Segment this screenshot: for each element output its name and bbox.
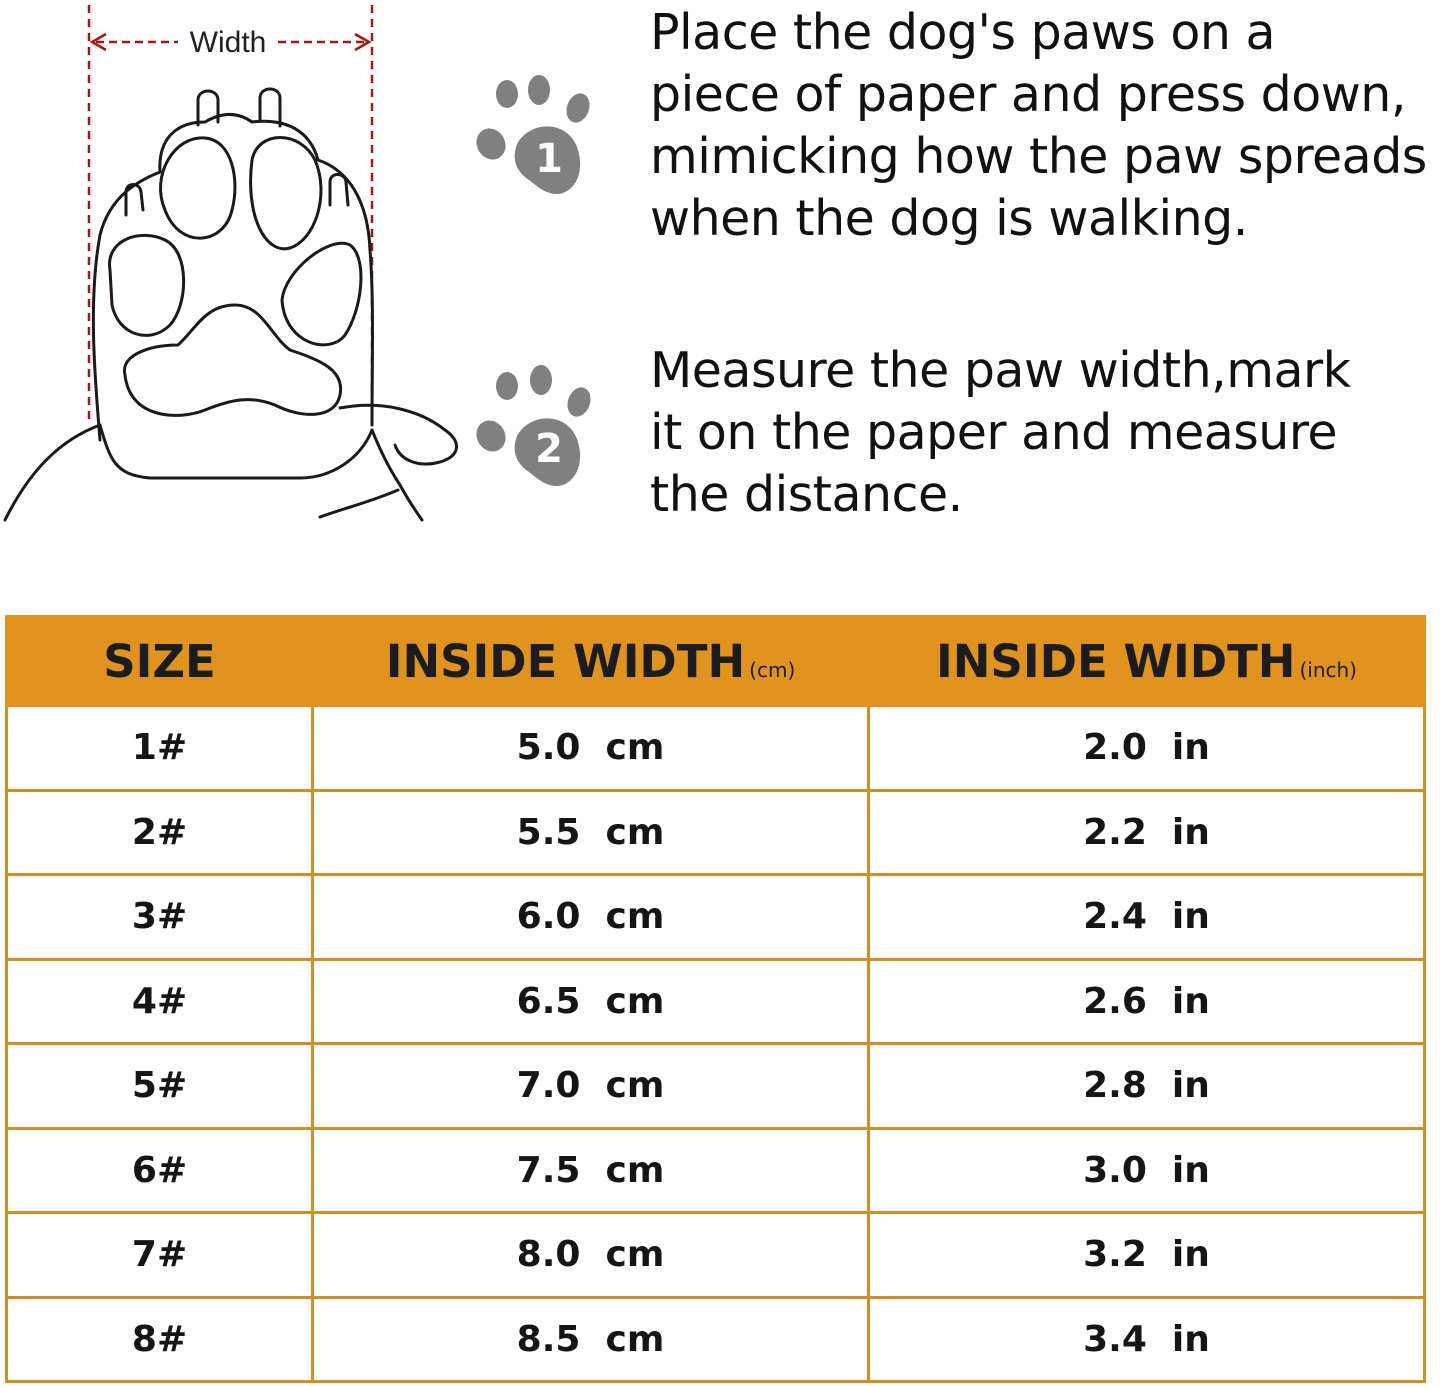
table-header-row [7,617,1425,706]
width-label: Width [189,26,267,59]
step-1-instruction: Place the dog's paws on a piece of paper and press down, mimicking how the paw spreads when the dog is walking. [650,4,1427,247]
size-cell: 8# [7,1297,313,1382]
width-inch-cell: 2.6 in [869,959,1425,1044]
size-cell: 2# [7,790,313,875]
table-row [7,1297,1425,1382]
size-cell: 7# [7,1213,313,1298]
size-cell: 4# [7,959,313,1044]
header-inside-width-cm: INSIDE WIDTH (cm) [313,617,869,706]
header-size: SIZE [7,617,313,706]
table-row [7,959,1425,1044]
step-1-number: 1 [535,136,563,182]
paw-measurement-diagram [0,0,480,530]
table-row [7,1044,1425,1129]
table-row [7,875,1425,960]
width-inch-cell: 3.2 in [869,1213,1425,1298]
width-cm-cell: 8.5 cm [313,1297,869,1382]
paw-print-step-1-icon [475,72,605,202]
width-inch-cell: 2.4 in [869,875,1425,960]
width-cm-cell: 5.0 cm [313,706,869,791]
header-unit-cm: (cm) [749,657,796,682]
size-cell: 6# [7,1128,313,1213]
step-2-number: 2 [535,426,563,472]
size-cell: 1# [7,706,313,791]
width-cm-cell: 6.5 cm [313,959,869,1044]
width-cm-cell: 8.0 cm [313,1213,869,1298]
width-inch-cell: 3.4 in [869,1297,1425,1382]
size-chart-table [5,615,1426,1383]
size-cell: 5# [7,1044,313,1129]
width-inch-cell: 2.2 in [869,790,1425,875]
size-cell: 3# [7,875,313,960]
width-inch-cell: 3.0 in [869,1128,1425,1213]
width-cm-cell: 7.5 cm [313,1128,869,1213]
width-cm-cell: 5.5 cm [313,790,869,875]
table-row [7,790,1425,875]
width-cm-cell: 6.0 cm [313,875,869,960]
table-row [7,1128,1425,1213]
paw-outline [5,89,456,520]
table-row [7,706,1425,791]
header-inside-width-inch: INSIDE WIDTH (inch) [869,617,1425,706]
width-inch-cell: 2.0 in [869,706,1425,791]
width-inch-cell: 2.8 in [869,1044,1425,1129]
width-cm-cell: 7.0 cm [313,1044,869,1129]
table-row [7,1213,1425,1298]
step-2-instruction: Measure the paw width,mark it on the paper and measure the distance. [650,342,1351,523]
paw-print-step-2-icon [475,362,605,492]
header-unit-inch: (inch) [1299,657,1357,682]
